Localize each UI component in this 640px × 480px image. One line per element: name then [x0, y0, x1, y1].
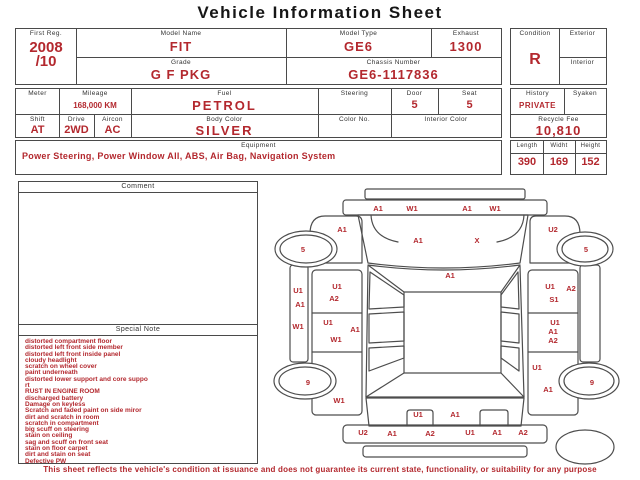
hood-arc-right	[497, 215, 524, 242]
width-value: 169	[549, 156, 569, 168]
first-reg-label: First Reg.	[29, 30, 63, 37]
special-note-item: distorted compartment floor	[25, 338, 113, 345]
door-value: 5	[411, 99, 418, 111]
damage-code-A1: A1	[387, 429, 397, 438]
damage-code-A1: A1	[492, 428, 502, 437]
damage-code-U1: U1	[550, 318, 560, 327]
dimensions-table	[510, 140, 607, 175]
window-left-rear	[369, 346, 404, 371]
wheel-front-left	[275, 231, 337, 267]
meter-label: Meter	[28, 90, 47, 97]
front-bumper-top	[365, 189, 525, 199]
damage-code-A1: A1	[373, 204, 383, 213]
damage-code-9: 9	[589, 378, 595, 387]
damage-code-9: 9	[305, 378, 311, 387]
exterior-label: Exterior	[569, 30, 596, 37]
recycle-fee-value: 10,810	[535, 123, 582, 138]
recycle-fee-label: Recycle Fee	[538, 116, 579, 123]
rear-bumper-lower	[363, 446, 527, 457]
damage-code-X: X	[474, 236, 480, 245]
damage-code-W1: W1	[406, 204, 418, 213]
color-no-label: Color No.	[338, 116, 371, 123]
grade-value: G F PKG	[150, 67, 212, 82]
length-label: Length	[516, 143, 538, 149]
damage-code-U2: U2	[548, 225, 558, 234]
special-note-item: dirt and scratch in room	[25, 413, 100, 421]
special-note-item: stain on floor carpet	[25, 445, 88, 453]
exhaust-label: Exhaust	[452, 30, 480, 37]
rear-bumper	[343, 425, 547, 443]
damage-code-A2: A2	[425, 429, 435, 438]
special-note-item: dirt and stain on seat	[25, 451, 91, 459]
special-note-label: Special Note	[115, 326, 161, 333]
shift-label: Shift	[29, 116, 45, 123]
door-label: Door	[406, 90, 423, 97]
damage-code-A1: A1	[548, 327, 558, 336]
shift-value: AT	[30, 124, 45, 136]
interior-label: Interior	[570, 59, 595, 66]
special-note-item: big scuff on steering	[25, 426, 89, 434]
damage-code-U1: U1	[293, 286, 303, 295]
history-value: PRIVATE	[519, 101, 556, 110]
divider	[19, 324, 257, 325]
mileage-value: 168,000 KM	[73, 101, 117, 110]
equipment-table	[15, 140, 502, 175]
length-value: 390	[517, 156, 537, 168]
seat-label: Seat	[462, 90, 477, 97]
tailgate	[366, 398, 524, 426]
windshield	[368, 265, 520, 292]
fuel-label: Fuel	[217, 90, 232, 97]
first-reg-month: /10	[35, 53, 57, 70]
divider	[76, 57, 501, 58]
tailgate-notch-right	[480, 410, 508, 426]
damage-code-U1: U1	[413, 410, 423, 419]
damage-code-5: 5	[300, 245, 306, 254]
damage-code-U1: U1	[332, 282, 342, 291]
special-note-item: distorted lower support and core suppo	[25, 375, 148, 383]
condition-table	[510, 28, 607, 85]
seat-value: 5	[466, 99, 473, 111]
aircon-label: Aircon	[102, 116, 123, 123]
condition-value: R	[529, 51, 541, 68]
special-note-item: discharged battery	[25, 394, 84, 402]
hood-arc-left	[371, 215, 398, 242]
special-note-item: scratch on wheel cover	[25, 363, 97, 371]
page-title: Vehicle Information Sheet	[197, 3, 443, 22]
fuel-value: PETROL	[192, 98, 257, 113]
window-right-rear	[501, 346, 519, 371]
rear-window	[366, 373, 524, 397]
divider	[19, 335, 257, 336]
damage-code-labels	[292, 204, 594, 438]
interior-color-label: Interior Color	[424, 116, 468, 123]
special-note-item: paint underneath	[25, 369, 78, 377]
special-note-item: distorted left front inside panel	[25, 350, 121, 358]
window-left-mid	[369, 312, 404, 343]
damage-code-A1: A1	[350, 325, 360, 334]
special-note-item: stain on ceiling	[25, 432, 73, 440]
spare-tire	[556, 430, 614, 464]
divider	[511, 114, 606, 115]
damage-code-A1: A1	[413, 236, 423, 245]
damage-code-U1: U1	[465, 428, 475, 437]
divider	[16, 114, 501, 115]
vehicle-info-table	[15, 28, 502, 85]
height-value: 152	[581, 156, 600, 168]
syaken-label: Syaken	[572, 90, 598, 97]
damage-code-U1: U1	[545, 282, 555, 291]
special-note-item: Damage on keyless	[25, 400, 86, 408]
damage-code-A2: A2	[518, 428, 528, 437]
body-left-edge	[366, 266, 368, 397]
damage-code-A1: A1	[543, 385, 553, 394]
window-right-mid	[501, 312, 519, 343]
special-note-item: rt	[25, 382, 30, 390]
width-label: Widht	[550, 143, 568, 149]
first-reg-year: 2008	[29, 39, 63, 56]
special-note-item: cloudy headlight	[25, 356, 77, 364]
history-table	[510, 88, 607, 138]
mileage-label: Mileage	[82, 90, 108, 97]
disclaimer-text: This sheet reflects the vehicle's condition at issuance and does not guarantee its current state, functionality, or suitability for any purpose	[43, 465, 597, 474]
special-note-item: scratch in compartment	[25, 419, 99, 427]
damage-code-A1: A1	[450, 410, 460, 419]
special-note-item: Defective PW	[25, 457, 67, 465]
damage-code-U2: U2	[358, 428, 368, 437]
model-type-label: Model Type	[339, 30, 378, 37]
chassis-number-label: Chassis Number	[366, 59, 421, 66]
body-color-label: Body Color	[206, 116, 243, 123]
damage-code-A2: A2	[548, 336, 558, 345]
comment-box	[18, 181, 258, 464]
comment-label: Comment	[121, 183, 155, 190]
equipment-value: Power Steering, Power Window All, ABS, Air Bag, Navigation System	[22, 151, 336, 161]
damage-code-A1: A1	[462, 204, 472, 213]
special-note-item: distorted left front side member	[25, 344, 123, 352]
body-right-edge	[520, 266, 524, 397]
damage-code-5: 5	[583, 245, 589, 254]
rocker-panel-left	[290, 265, 308, 362]
damage-code-A2: A2	[329, 294, 339, 303]
equipment-label: Equipment	[241, 142, 276, 149]
damage-diagram	[265, 185, 640, 470]
model-name-label: Model Name	[160, 30, 202, 37]
damage-code-A1: A1	[445, 271, 455, 280]
meter-table	[15, 88, 502, 138]
window-left-front	[369, 272, 404, 309]
damage-code-U1: U1	[323, 318, 333, 327]
steering-label: Steering	[340, 90, 369, 97]
model-name-value: FIT	[169, 39, 193, 54]
damage-code-U1: U1	[532, 363, 542, 372]
first-reg-value	[16, 41, 76, 69]
height-label: Height	[580, 143, 601, 149]
aircon-value: AC	[104, 124, 121, 136]
body-color-value: SILVER	[195, 123, 254, 138]
history-label: History	[525, 90, 550, 97]
model-type-value: GE6	[343, 39, 373, 54]
special-note-item: Scratch and faded paint on side miror	[25, 407, 142, 415]
hood	[358, 215, 528, 268]
window-right-front	[501, 272, 519, 309]
drive-value: 2WD	[64, 124, 89, 136]
damage-code-W1: W1	[333, 396, 345, 405]
damage-code-S1: S1	[549, 295, 559, 304]
exhaust-value: 1300	[449, 39, 483, 54]
grade-label: Grade	[170, 59, 192, 66]
divider	[19, 192, 257, 193]
damage-code-A1: A1	[295, 300, 305, 309]
condition-label: Condition	[519, 30, 551, 37]
damage-code-W1: W1	[292, 322, 304, 331]
special-note-item: RUST IN ENGINE ROOM	[25, 388, 100, 396]
damage-code-W1: W1	[489, 204, 501, 213]
special-note-item: sag and scuff on front seat	[25, 438, 109, 446]
damage-code-A2: A2	[566, 284, 576, 293]
damage-code-A1: A1	[337, 225, 347, 234]
special-note-list	[25, 339, 253, 465]
damage-code-W1: W1	[330, 335, 342, 344]
divider	[559, 57, 606, 58]
rocker-panel-right	[580, 265, 600, 362]
divider	[511, 153, 606, 154]
drive-label: Drive	[67, 116, 86, 123]
chassis-number-value: GE6-1117836	[348, 67, 439, 82]
